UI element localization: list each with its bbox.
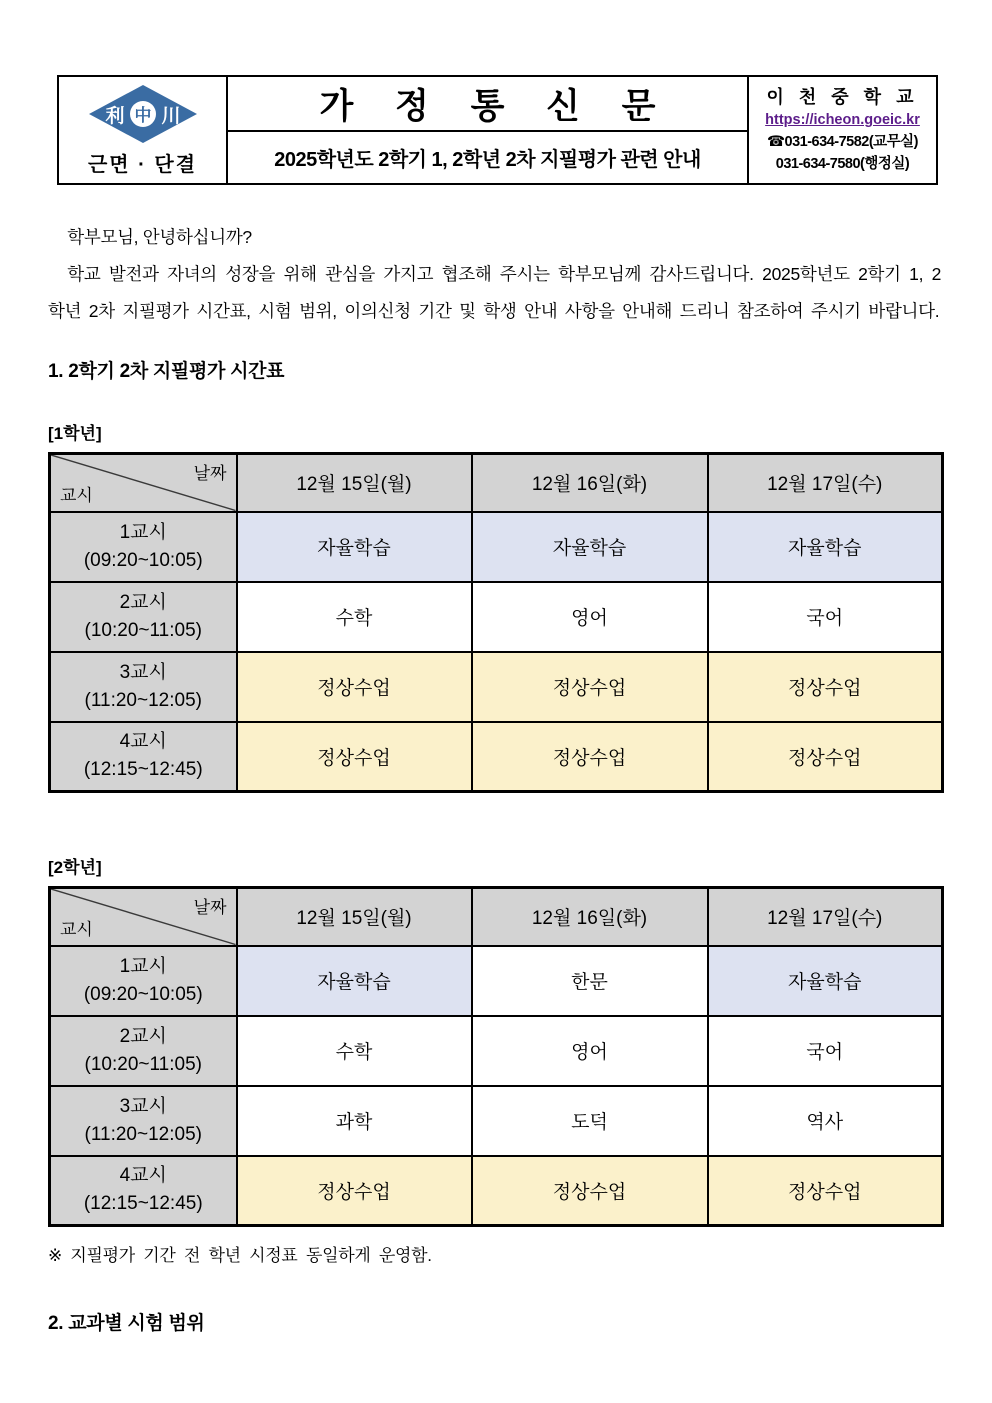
period-cell <box>50 652 237 722</box>
greeting-line: 학부모님, 안녕하십니까? <box>67 227 252 247</box>
corner-label-period: 교시 <box>60 919 93 939</box>
period-name: 1교시 <box>119 521 167 543</box>
corner-label-date: 날짜 <box>193 898 227 917</box>
period-time: (10:20~11:05) <box>84 1053 202 1075</box>
date-column-header: 12월 16일(화) <box>472 888 708 946</box>
period-time: (11:20~12:05) <box>84 689 202 711</box>
period-cell <box>50 582 237 652</box>
document-subtitle: 2025학년도 2학기 1, 2학년 2차 지필평가 관련 안내 <box>274 149 701 171</box>
subject-cell: 한문 <box>472 946 708 1016</box>
period-cell <box>50 1016 237 1086</box>
period-time: (11:20~12:05) <box>84 1123 202 1145</box>
svg-text:利: 利 <box>104 106 125 127</box>
subject-cell: 자율학습 <box>708 946 943 1016</box>
period-name: 2교시 <box>119 1025 167 1047</box>
subject-cell: 정상수업 <box>237 722 472 792</box>
date-column-header: 12월 16일(화) <box>472 454 708 512</box>
period-time: (09:20~10:05) <box>83 983 203 1005</box>
timetable-row <box>50 946 943 1016</box>
subject-cell: 영어 <box>472 1016 708 1086</box>
timetable-row <box>50 582 943 652</box>
period-time: (10:20~11:05) <box>84 619 202 641</box>
period-cell <box>50 946 237 1016</box>
school-website-link[interactable]: https://icheon.goeic.kr <box>765 112 920 128</box>
subject-cell: 도덕 <box>472 1086 708 1156</box>
grade2-timetable <box>48 886 944 1227</box>
grade1-timetable <box>48 452 944 793</box>
header-title-cell <box>228 77 747 183</box>
period-time: (12:15~12:45) <box>83 1193 203 1215</box>
period-cell <box>50 1156 237 1226</box>
corner-cell <box>50 888 237 946</box>
period-cell <box>50 1086 237 1156</box>
corner-cell <box>50 454 237 512</box>
greeting-body: 학교 발전과 자녀의 성장을 위해 관심을 가지고 협조해 주시는 학부모님께 감사드립니다. 2025학년도 2학기 1, 2학년 2차 지필평가 시간표, 시험 범위, 이의신청 기간 및 학생 안내 사항을 안내해 드리니 참조하여 주시기 바랍니다. <box>48 264 941 321</box>
school-motto: 근면 · 단결 <box>87 154 198 176</box>
timetable-row <box>50 1156 943 1226</box>
subject-cell: 정상수업 <box>237 652 472 722</box>
period-name: 2교시 <box>119 591 167 613</box>
subject-cell: 수학 <box>237 1016 472 1086</box>
school-contact-cell <box>747 77 936 183</box>
period-cell <box>50 722 237 792</box>
section2-heading: 2. 교과별 시험 범위 <box>48 1313 205 1334</box>
grade1-label: [1학년] <box>48 424 102 443</box>
date-column-header: 12월 17일(수) <box>708 454 943 512</box>
period-time: (12:15~12:45) <box>83 759 203 781</box>
timetable-row <box>50 1086 943 1156</box>
date-column-header: 12월 17일(수) <box>708 888 943 946</box>
subject-cell: 자율학습 <box>708 512 943 582</box>
period-time: (09:20~10:05) <box>83 549 203 571</box>
table-header-row <box>50 888 943 946</box>
subject-cell: 정상수업 <box>237 1156 472 1226</box>
date-column-header: 12월 15일(월) <box>237 454 472 512</box>
period-name: 1교시 <box>119 955 167 977</box>
school-emblem-cell <box>59 77 228 183</box>
subject-cell: 정상수업 <box>472 1156 708 1226</box>
svg-text:中: 中 <box>134 106 151 125</box>
period-name: 4교시 <box>119 731 167 753</box>
subject-cell: 영어 <box>472 582 708 652</box>
subject-cell: 정상수업 <box>472 652 708 722</box>
phone-admin: 031-634-7580(행정실) <box>775 156 910 172</box>
subject-cell: 자율학습 <box>237 512 472 582</box>
school-logo-icon <box>88 84 198 144</box>
svg-text:川: 川 <box>160 106 181 127</box>
grade2-label: [2학년] <box>48 858 102 877</box>
period-name: 4교시 <box>119 1165 167 1187</box>
subject-cell: 자율학습 <box>237 946 472 1016</box>
section1-heading: 1. 2학기 2차 지필평가 시간표 <box>48 361 285 382</box>
subject-cell: 정상수업 <box>472 722 708 792</box>
subject-cell: 자율학습 <box>472 512 708 582</box>
timetable-footnote: ※ 지필평가 기간 전 학년 시정표 동일하게 운영함. <box>48 1246 432 1265</box>
subject-cell: 정상수업 <box>708 652 943 722</box>
corner-label-period: 교시 <box>60 485 93 505</box>
timetable-row <box>50 722 943 792</box>
subject-cell: 정상수업 <box>708 1156 943 1226</box>
period-name: 3교시 <box>119 1095 167 1117</box>
subject-cell: 국어 <box>708 582 943 652</box>
period-name: 3교시 <box>119 661 167 683</box>
subject-cell: 국어 <box>708 1016 943 1086</box>
phone-office: ☎031-634-7582(교무실) <box>766 134 919 150</box>
subject-cell: 역사 <box>708 1086 943 1156</box>
document-title: 가 정 통 신 문 <box>228 77 747 132</box>
header-box <box>57 75 938 185</box>
subject-cell: 수학 <box>237 582 472 652</box>
school-name: 이 천 중 학 교 <box>766 87 919 107</box>
timetable-row <box>50 652 943 722</box>
subject-cell: 과학 <box>237 1086 472 1156</box>
timetable-row <box>50 1016 943 1086</box>
date-column-header: 12월 15일(월) <box>237 888 472 946</box>
corner-label-date: 날짜 <box>193 464 227 483</box>
table-header-row <box>50 454 943 512</box>
greeting-paragraphs <box>48 219 941 330</box>
period-cell <box>50 512 237 582</box>
timetable-row <box>50 512 943 582</box>
subject-cell: 정상수업 <box>708 722 943 792</box>
